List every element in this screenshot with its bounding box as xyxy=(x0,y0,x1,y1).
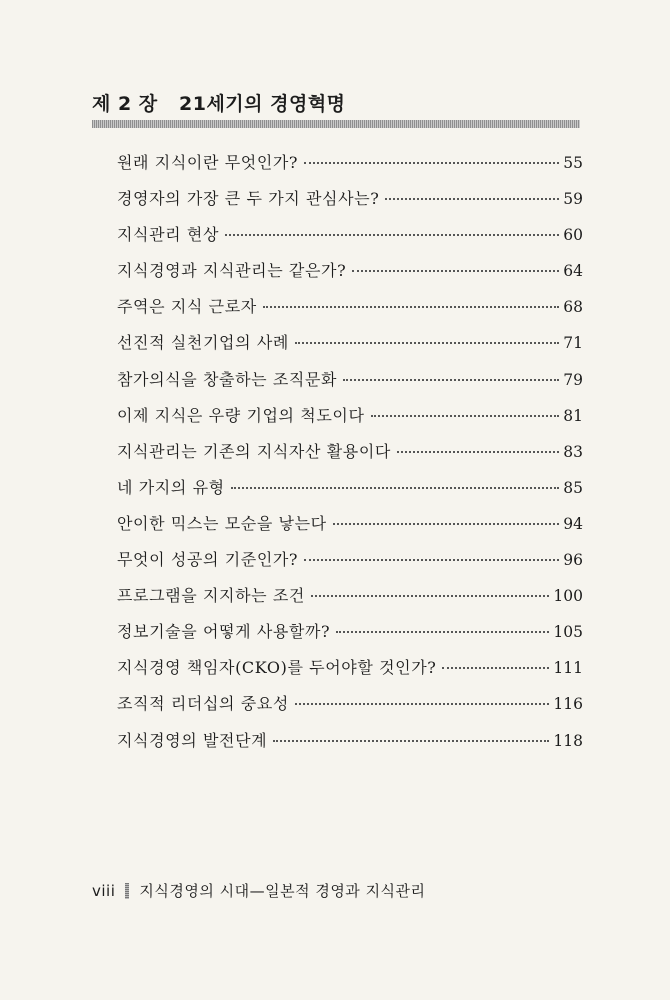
toc-entry[interactable] xyxy=(117,217,583,253)
toc-entry-page: 105 xyxy=(553,623,583,642)
toc-entry[interactable] xyxy=(117,470,583,506)
dot-leader xyxy=(442,666,549,669)
toc-entry-label: 선진적 실천기업의 사례 xyxy=(117,333,289,353)
toc-entry-label: 경영자의 가장 큰 두 가지 관심사는? xyxy=(117,189,380,209)
toc-entry-label: 프로그램을 지지하는 조건 xyxy=(117,586,305,606)
dot-leader xyxy=(304,558,559,561)
toc-entry-label: 지식경영과 지식관리는 같은가? xyxy=(117,261,347,281)
toc-entry-label: 참가의식을 창출하는 조직문화 xyxy=(117,369,338,389)
toc-entry-page: 118 xyxy=(553,731,583,750)
running-title: 지식경영의 시대—일본적 경영과 지식관리 xyxy=(139,882,426,900)
toc-entry[interactable] xyxy=(117,434,583,470)
dot-leader xyxy=(304,161,559,164)
toc-entry[interactable] xyxy=(117,181,583,217)
toc-entry[interactable] xyxy=(117,253,583,289)
dot-leader xyxy=(343,378,559,381)
toc-entry-page: 111 xyxy=(553,659,583,678)
dot-leader xyxy=(263,305,559,308)
toc-entry[interactable] xyxy=(117,578,583,614)
chapter-title: 제 2 장 21세기의 경영혁명 xyxy=(92,93,346,115)
toc-entry-label: 지식관리 현상 xyxy=(117,225,220,245)
page-footer xyxy=(92,880,426,902)
toc-entry-label: 주역은 지식 근로자 xyxy=(117,297,257,317)
dot-leader xyxy=(352,269,559,272)
toc-entry-page: 85 xyxy=(563,478,583,497)
toc-entry-label: 네 가지의 유형 xyxy=(117,477,225,497)
dot-leader xyxy=(231,486,560,489)
toc-entry-page: 60 xyxy=(563,226,583,245)
toc-entry-label: 안이한 믹스는 모순을 낳는다 xyxy=(117,513,327,533)
toc-entry-page: 59 xyxy=(563,190,583,209)
table-of-contents xyxy=(117,145,583,759)
toc-entry-page: 68 xyxy=(563,298,583,317)
toc-entry[interactable] xyxy=(117,506,583,542)
dot-leader xyxy=(336,630,549,633)
toc-entry-page: 100 xyxy=(553,587,583,606)
toc-entry-page: 83 xyxy=(563,442,583,461)
toc-entry-page: 55 xyxy=(563,154,583,172)
toc-entry[interactable] xyxy=(117,686,583,722)
chapter-header xyxy=(92,92,580,128)
toc-entry-page: 116 xyxy=(553,695,583,714)
toc-entry[interactable] xyxy=(117,398,583,434)
chapter-rule xyxy=(92,120,580,128)
toc-entry[interactable] xyxy=(117,289,583,325)
toc-entry-page: 71 xyxy=(563,334,583,353)
toc-entry-page: 81 xyxy=(563,406,583,425)
dot-leader xyxy=(295,702,549,705)
dot-leader xyxy=(295,341,559,344)
toc-entry-label: 이제 지식은 우량 기업의 척도이다 xyxy=(117,405,365,425)
toc-entry-label: 지식관리는 기존의 지식자산 활용이다 xyxy=(117,441,391,461)
toc-entry-label: 무엇이 성공의 기준인가? xyxy=(117,550,299,570)
dot-leader xyxy=(225,233,559,236)
toc-entry-label: 지식경영의 발전단계 xyxy=(117,730,268,750)
toc-entry[interactable] xyxy=(117,362,583,398)
toc-entry[interactable] xyxy=(117,723,583,759)
toc-entry-label: 원래 지식이란 무엇인가? xyxy=(117,153,299,172)
toc-entry-label: 정보기술을 어떻게 사용할까? xyxy=(117,622,331,642)
dot-leader xyxy=(311,594,549,597)
page-number: viii xyxy=(92,882,116,900)
footer-divider xyxy=(125,883,129,899)
toc-entry-page: 64 xyxy=(563,262,583,281)
dot-leader xyxy=(333,522,560,525)
toc-entry[interactable] xyxy=(117,614,583,650)
toc-entry-page: 96 xyxy=(563,551,583,570)
dot-leader xyxy=(273,739,549,742)
toc-entry[interactable] xyxy=(117,542,583,578)
toc-entry-label: 조직적 리더십의 중요성 xyxy=(117,694,289,714)
dot-leader xyxy=(371,414,560,417)
toc-entry[interactable] xyxy=(117,325,583,361)
toc-entry-page: 94 xyxy=(563,514,583,533)
dot-leader xyxy=(397,450,559,453)
dot-leader xyxy=(385,197,559,200)
toc-entry-page: 79 xyxy=(563,370,583,389)
toc-entry[interactable] xyxy=(117,650,583,686)
toc-entry[interactable] xyxy=(117,145,583,181)
toc-entry-label: 지식경영 책임자(CKO)를 두어야할 것인가? xyxy=(117,658,437,678)
